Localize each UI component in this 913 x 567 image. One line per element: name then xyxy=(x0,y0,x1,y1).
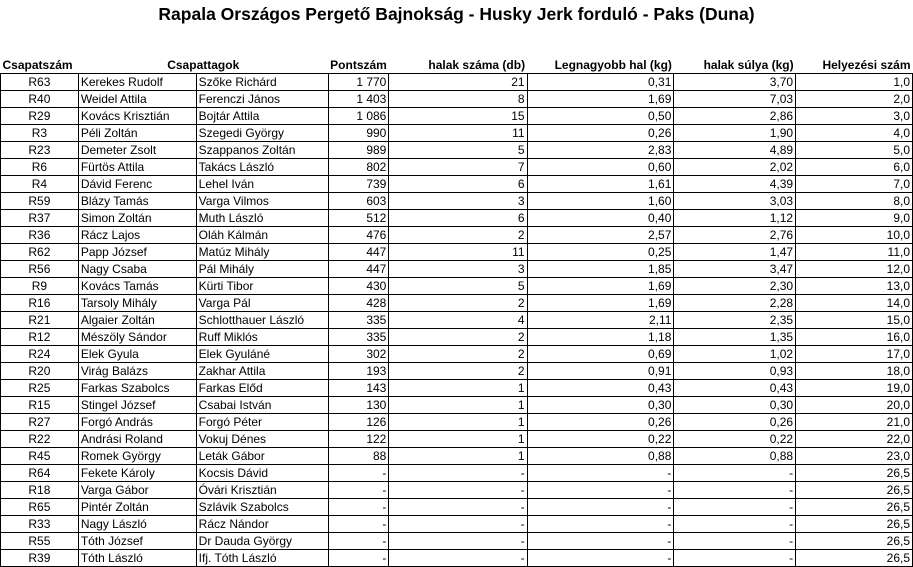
member2-cell: Muth László xyxy=(196,210,328,227)
placement-cell: 2,0 xyxy=(796,91,913,108)
points-cell: 603 xyxy=(328,193,389,210)
member1-cell: Algaier Zoltán xyxy=(78,312,196,329)
table-row xyxy=(1,482,913,499)
points-cell: 447 xyxy=(328,244,389,261)
member1-cell: Virág Balázs xyxy=(78,363,196,380)
placement-cell: 11,0 xyxy=(796,244,913,261)
member2-cell: Óvári Krisztián xyxy=(196,482,328,499)
member2-cell: Farkas Előd xyxy=(196,380,328,397)
member1-cell: Blázy Tamás xyxy=(78,193,196,210)
points-cell: 1 770 xyxy=(328,74,389,91)
fish-weight-cell: 3,03 xyxy=(674,193,796,210)
team-number-cell: R24 xyxy=(1,346,79,363)
member2-cell: Bojtár Attila xyxy=(196,108,328,125)
placement-cell: 26,5 xyxy=(796,516,913,533)
member1-cell: Tarsoly Mihály xyxy=(78,295,196,312)
team-number-cell: R33 xyxy=(1,516,79,533)
team-number-cell: R62 xyxy=(1,244,79,261)
member1-cell: Tóth László xyxy=(78,550,196,567)
biggest-fish-cell: 0,30 xyxy=(527,397,674,414)
member2-cell: Lehel Iván xyxy=(196,176,328,193)
biggest-fish-cell: 0,60 xyxy=(527,159,674,176)
biggest-fish-cell: 1,61 xyxy=(527,176,674,193)
fish-count-cell: - xyxy=(389,465,527,482)
placement-cell: 14,0 xyxy=(796,295,913,312)
member1-cell: Weidel Attila xyxy=(78,91,196,108)
biggest-fish-cell: 0,25 xyxy=(527,244,674,261)
member2-cell: Varga Pál xyxy=(196,295,328,312)
team-number-cell: R4 xyxy=(1,176,79,193)
team-number-cell: R64 xyxy=(1,465,79,482)
member2-cell: Pál Mihály xyxy=(196,261,328,278)
biggest-fish-cell: 0,91 xyxy=(527,363,674,380)
member1-cell: Kovács Tamás xyxy=(78,278,196,295)
biggest-fish-cell: 1,60 xyxy=(527,193,674,210)
team-number-cell: R25 xyxy=(1,380,79,397)
placement-cell: 21,0 xyxy=(796,414,913,431)
member2-cell: Szlávik Szabolcs xyxy=(196,499,328,516)
fish-count-cell: 6 xyxy=(389,210,527,227)
team-number-cell: R39 xyxy=(1,550,79,567)
fish-weight-cell: 1,47 xyxy=(674,244,796,261)
fish-count-cell: 1 xyxy=(389,431,527,448)
biggest-fish-cell: 0,40 xyxy=(527,210,674,227)
fish-weight-cell: 0,30 xyxy=(674,397,796,414)
table-row xyxy=(1,346,913,363)
fish-count-cell: 3 xyxy=(389,193,527,210)
team-number-cell: R18 xyxy=(1,482,79,499)
fish-count-cell: - xyxy=(389,516,527,533)
table-row xyxy=(1,397,913,414)
fish-count-cell: 2 xyxy=(389,295,527,312)
fish-weight-cell: 1,12 xyxy=(674,210,796,227)
team-number-cell: R56 xyxy=(1,261,79,278)
biggest-fish-cell: 0,69 xyxy=(527,346,674,363)
table-row xyxy=(1,244,913,261)
placement-cell: 9,0 xyxy=(796,210,913,227)
biggest-fish-cell: 1,18 xyxy=(527,329,674,346)
placement-cell: 26,5 xyxy=(796,550,913,567)
team-number-cell: R9 xyxy=(1,278,79,295)
header-team-members: Csapattagok xyxy=(167,58,240,72)
biggest-fish-cell: 1,69 xyxy=(527,91,674,108)
member2-cell: Schlotthauer László xyxy=(196,312,328,329)
member2-cell: Csabai István xyxy=(196,397,328,414)
points-cell: 990 xyxy=(328,125,389,142)
table-row xyxy=(1,193,913,210)
biggest-fish-cell: 2,83 xyxy=(527,142,674,159)
biggest-fish-cell: - xyxy=(527,533,674,550)
table-row xyxy=(1,499,913,516)
member2-cell: Elek Gyuláné xyxy=(196,346,328,363)
biggest-fish-cell: - xyxy=(527,516,674,533)
biggest-fish-cell: 0,26 xyxy=(527,414,674,431)
member2-cell: Kürti Tibor xyxy=(196,278,328,295)
placement-cell: 6,0 xyxy=(796,159,913,176)
points-cell: 302 xyxy=(328,346,389,363)
table-row xyxy=(1,91,913,108)
table-row xyxy=(1,516,913,533)
table-row xyxy=(1,465,913,482)
fish-count-cell: 2 xyxy=(389,227,527,244)
table-row xyxy=(1,108,913,125)
fish-weight-cell: 2,76 xyxy=(674,227,796,244)
table-row xyxy=(1,312,913,329)
placement-cell: 22,0 xyxy=(796,431,913,448)
points-cell: 428 xyxy=(328,295,389,312)
member1-cell: Mészöly Sándor xyxy=(78,329,196,346)
placement-cell: 20,0 xyxy=(796,397,913,414)
team-number-cell: R37 xyxy=(1,210,79,227)
results-table xyxy=(0,57,913,567)
fish-weight-cell: 1,35 xyxy=(674,329,796,346)
points-cell: - xyxy=(328,499,389,516)
fish-count-cell: 1 xyxy=(389,380,527,397)
header-team-number: Csapatszám xyxy=(2,58,73,72)
table-row xyxy=(1,448,913,465)
points-cell: 1 403 xyxy=(328,91,389,108)
team-number-cell: R6 xyxy=(1,159,79,176)
team-number-cell: R20 xyxy=(1,363,79,380)
fish-weight-cell: - xyxy=(674,482,796,499)
member2-cell: Matúz Mihály xyxy=(196,244,328,261)
biggest-fish-cell: 0,88 xyxy=(527,448,674,465)
fish-weight-cell: 7,03 xyxy=(674,91,796,108)
header-points: Pontszám xyxy=(330,58,387,72)
team-number-cell: R59 xyxy=(1,193,79,210)
biggest-fish-cell: - xyxy=(527,550,674,567)
placement-cell: 4,0 xyxy=(796,125,913,142)
points-cell: - xyxy=(328,550,389,567)
placement-cell: 8,0 xyxy=(796,193,913,210)
table-row xyxy=(1,550,913,567)
points-cell: 335 xyxy=(328,312,389,329)
placement-cell: 26,5 xyxy=(796,533,913,550)
fish-count-cell: - xyxy=(389,482,527,499)
fish-weight-cell: - xyxy=(674,516,796,533)
member2-cell: Zakhar Attila xyxy=(196,363,328,380)
member2-cell: Oláh Kálmán xyxy=(196,227,328,244)
header-biggest-fish: Legnagyobb hal (kg) xyxy=(554,58,672,72)
fish-weight-cell: 0,43 xyxy=(674,380,796,397)
team-number-cell: R12 xyxy=(1,329,79,346)
fish-count-cell: 2 xyxy=(389,329,527,346)
points-cell: - xyxy=(328,533,389,550)
biggest-fish-cell: 0,31 xyxy=(527,74,674,91)
member1-cell: Elek Gyula xyxy=(78,346,196,363)
biggest-fish-cell: 1,69 xyxy=(527,278,674,295)
fish-weight-cell: 0,22 xyxy=(674,431,796,448)
fish-weight-cell: 2,02 xyxy=(674,159,796,176)
table-row xyxy=(1,533,913,550)
member1-cell: Varga Gábor xyxy=(78,482,196,499)
fish-count-cell: - xyxy=(389,550,527,567)
fish-count-cell: 1 xyxy=(389,448,527,465)
fish-count-cell: 21 xyxy=(389,74,527,91)
fish-weight-cell: - xyxy=(674,533,796,550)
member2-cell: Vokuj Dénes xyxy=(196,431,328,448)
placement-cell: 18,0 xyxy=(796,363,913,380)
team-number-cell: R3 xyxy=(1,125,79,142)
fish-count-cell: 4 xyxy=(389,312,527,329)
team-number-cell: R55 xyxy=(1,533,79,550)
biggest-fish-cell: 2,57 xyxy=(527,227,674,244)
fish-weight-cell: 2,30 xyxy=(674,278,796,295)
biggest-fish-cell: - xyxy=(527,482,674,499)
placement-cell: 17,0 xyxy=(796,346,913,363)
placement-cell: 26,5 xyxy=(796,482,913,499)
table-row xyxy=(1,414,913,431)
table-row xyxy=(1,210,913,227)
table-row xyxy=(1,261,913,278)
team-number-cell: R45 xyxy=(1,448,79,465)
member2-cell: Szőke Richárd xyxy=(196,74,328,91)
team-number-cell: R16 xyxy=(1,295,79,312)
placement-cell: 26,5 xyxy=(796,499,913,516)
member1-cell: Papp József xyxy=(78,244,196,261)
fish-count-cell: - xyxy=(389,499,527,516)
points-cell: 126 xyxy=(328,414,389,431)
biggest-fish-cell: - xyxy=(527,499,674,516)
placement-cell: 12,0 xyxy=(796,261,913,278)
fish-weight-cell: 4,89 xyxy=(674,142,796,159)
table-row xyxy=(1,363,913,380)
table-row xyxy=(1,278,913,295)
team-number-cell: R21 xyxy=(1,312,79,329)
fish-count-cell: 1 xyxy=(389,397,527,414)
member2-cell: Ifj. Tóth László xyxy=(196,550,328,567)
fish-count-cell: 7 xyxy=(389,159,527,176)
fish-count-cell: 8 xyxy=(389,91,527,108)
placement-cell: 5,0 xyxy=(796,142,913,159)
points-cell: 447 xyxy=(328,261,389,278)
table-row xyxy=(1,142,913,159)
member2-cell: Varga Vilmos xyxy=(196,193,328,210)
points-cell: 193 xyxy=(328,363,389,380)
points-cell: - xyxy=(328,465,389,482)
table-row xyxy=(1,431,913,448)
team-number-cell: R63 xyxy=(1,74,79,91)
table-row xyxy=(1,227,913,244)
member2-cell: Szegedi György xyxy=(196,125,328,142)
fish-count-cell: 5 xyxy=(389,142,527,159)
team-number-cell: R27 xyxy=(1,414,79,431)
member1-cell: Romek György xyxy=(78,448,196,465)
biggest-fish-cell: 1,85 xyxy=(527,261,674,278)
member2-cell: Dr Dauda György xyxy=(196,533,328,550)
member2-cell: Leták Gábor xyxy=(196,448,328,465)
fish-weight-cell: 2,28 xyxy=(674,295,796,312)
fish-count-cell: 11 xyxy=(389,244,527,261)
points-cell: 476 xyxy=(328,227,389,244)
points-cell: 130 xyxy=(328,397,389,414)
table-row xyxy=(1,159,913,176)
placement-cell: 16,0 xyxy=(796,329,913,346)
biggest-fish-cell: 1,69 xyxy=(527,295,674,312)
table-row xyxy=(1,380,913,397)
fish-weight-cell: 4,39 xyxy=(674,176,796,193)
points-cell: 989 xyxy=(328,142,389,159)
table-row xyxy=(1,74,913,91)
team-number-cell: R40 xyxy=(1,91,79,108)
member1-cell: Kerekes Rudolf xyxy=(78,74,196,91)
page-title: Rapala Országos Pergető Bajnokság - Husky Jerk forduló - Paks (Duna) xyxy=(158,4,755,24)
fish-weight-cell: - xyxy=(674,550,796,567)
member1-cell: Pintér Zoltán xyxy=(78,499,196,516)
team-number-cell: R15 xyxy=(1,397,79,414)
table-header xyxy=(1,57,913,74)
header-placement: Helyezési szám xyxy=(822,58,911,72)
fish-weight-cell: 0,88 xyxy=(674,448,796,465)
biggest-fish-cell: 0,50 xyxy=(527,108,674,125)
member1-cell: Kovács Krisztián xyxy=(78,108,196,125)
placement-cell: 3,0 xyxy=(796,108,913,125)
member1-cell: Fekete Károly xyxy=(78,465,196,482)
points-cell: 430 xyxy=(328,278,389,295)
fish-weight-cell: 0,93 xyxy=(674,363,796,380)
member2-cell: Kocsis Dávid xyxy=(196,465,328,482)
team-number-cell: R23 xyxy=(1,142,79,159)
member1-cell: Andrási Roland xyxy=(78,431,196,448)
team-number-cell: R22 xyxy=(1,431,79,448)
member2-cell: Ferenczi János xyxy=(196,91,328,108)
member1-cell: Péli Zoltán xyxy=(78,125,196,142)
table-row xyxy=(1,176,913,193)
member1-cell: Demeter Zsolt xyxy=(78,142,196,159)
fish-count-cell: - xyxy=(389,533,527,550)
team-number-cell: R65 xyxy=(1,499,79,516)
placement-cell: 10,0 xyxy=(796,227,913,244)
points-cell: 512 xyxy=(328,210,389,227)
points-cell: 739 xyxy=(328,176,389,193)
member1-cell: Nagy László xyxy=(78,516,196,533)
table-row xyxy=(1,125,913,142)
member2-cell: Forgó Péter xyxy=(196,414,328,431)
member2-cell: Takács László xyxy=(196,159,328,176)
fish-count-cell: 1 xyxy=(389,414,527,431)
fish-count-cell: 6 xyxy=(389,176,527,193)
points-cell: 335 xyxy=(328,329,389,346)
biggest-fish-cell: 0,26 xyxy=(527,125,674,142)
biggest-fish-cell: 0,22 xyxy=(527,431,674,448)
member1-cell: Dávid Ferenc xyxy=(78,176,196,193)
table-body xyxy=(1,74,913,567)
biggest-fish-cell: - xyxy=(527,465,674,482)
points-cell: - xyxy=(328,516,389,533)
fish-weight-cell: 2,86 xyxy=(674,108,796,125)
placement-cell: 26,5 xyxy=(796,465,913,482)
points-cell: 122 xyxy=(328,431,389,448)
member1-cell: Tóth József xyxy=(78,533,196,550)
table-row xyxy=(1,329,913,346)
member2-cell: Rácz Nándor xyxy=(196,516,328,533)
member2-cell: Ruff Miklós xyxy=(196,329,328,346)
placement-cell: 23,0 xyxy=(796,448,913,465)
points-cell: 802 xyxy=(328,159,389,176)
fish-count-cell: 3 xyxy=(389,261,527,278)
fish-weight-cell: 1,90 xyxy=(674,125,796,142)
table-row xyxy=(1,295,913,312)
placement-cell: 15,0 xyxy=(796,312,913,329)
member2-cell: Szappanos Zoltán xyxy=(196,142,328,159)
fish-weight-cell: 3,47 xyxy=(674,261,796,278)
placement-cell: 7,0 xyxy=(796,176,913,193)
fish-count-cell: 15 xyxy=(389,108,527,125)
fish-weight-cell: - xyxy=(674,499,796,516)
member1-cell: Simon Zoltán xyxy=(78,210,196,227)
fish-weight-cell: 0,26 xyxy=(674,414,796,431)
fish-weight-cell: 1,02 xyxy=(674,346,796,363)
fish-count-cell: 2 xyxy=(389,363,527,380)
fish-count-cell: 2 xyxy=(389,346,527,363)
member1-cell: Farkas Szabolcs xyxy=(78,380,196,397)
points-cell: 1 086 xyxy=(328,108,389,125)
member1-cell: Nagy Csaba xyxy=(78,261,196,278)
header-fish-count: halak száma (db) xyxy=(428,58,526,72)
biggest-fish-cell: 0,43 xyxy=(527,380,674,397)
member1-cell: Rácz Lajos xyxy=(78,227,196,244)
placement-cell: 19,0 xyxy=(796,380,913,397)
team-number-cell: R29 xyxy=(1,108,79,125)
points-cell: 88 xyxy=(328,448,389,465)
team-number-cell: R36 xyxy=(1,227,79,244)
fish-weight-cell: 3,70 xyxy=(674,74,796,91)
member1-cell: Stingel József xyxy=(78,397,196,414)
fish-weight-cell: 2,35 xyxy=(674,312,796,329)
fish-count-cell: 11 xyxy=(389,125,527,142)
header-fish-weight: halak súlya (kg) xyxy=(703,58,794,72)
placement-cell: 1,0 xyxy=(796,74,913,91)
fish-count-cell: 5 xyxy=(389,278,527,295)
points-cell: - xyxy=(328,482,389,499)
biggest-fish-cell: 2,11 xyxy=(527,312,674,329)
placement-cell: 13,0 xyxy=(796,278,913,295)
member1-cell: Forgó András xyxy=(78,414,196,431)
member1-cell: Fürtös Attila xyxy=(78,159,196,176)
fish-weight-cell: - xyxy=(674,465,796,482)
points-cell: 143 xyxy=(328,380,389,397)
